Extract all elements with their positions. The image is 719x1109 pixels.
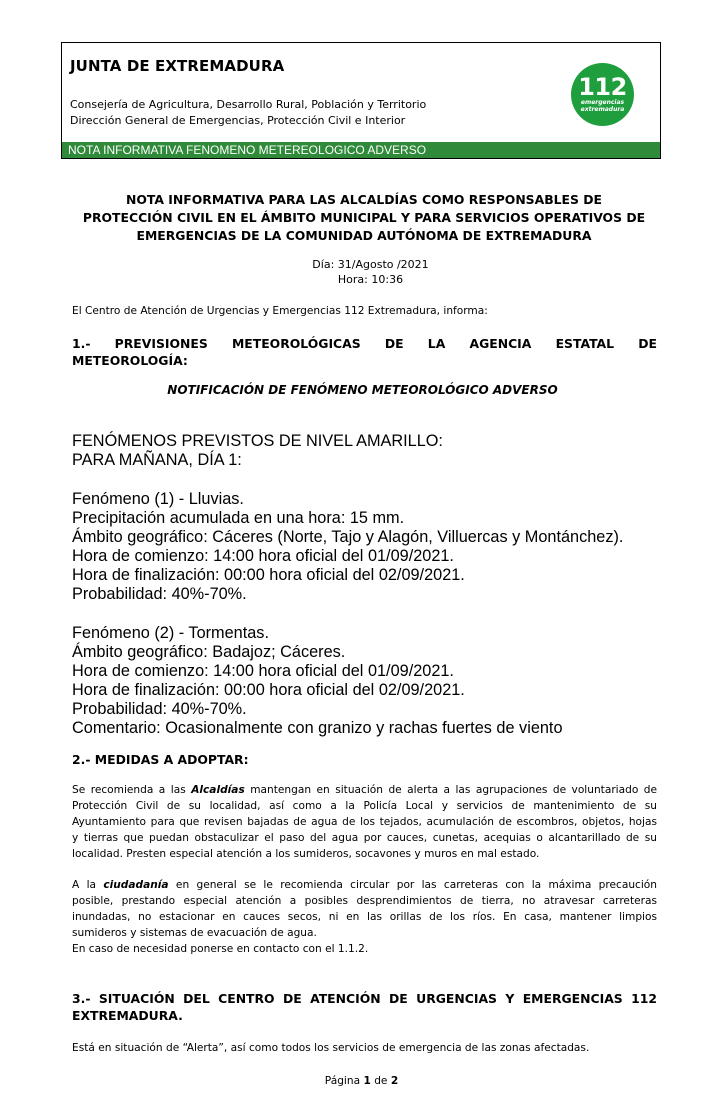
emphasis-ciudadania: ciudadanía: [103, 879, 169, 891]
paragraph-line: [72, 783, 657, 799]
document-title: [60, 191, 668, 245]
text-fragment: A la: [72, 879, 97, 891]
logo-tag-line2: extremadura: [580, 106, 625, 113]
phenomenon1-start: Hora de comienzo: 14:00 hora oficial del 01/09/2021.: [72, 547, 454, 565]
logo-tag-line1: emergencias: [580, 99, 625, 106]
section1-heading-line: 1.- PREVISIONES METEOROLÓGICAS DE LA AGENCIA ESTATAL DE: [72, 336, 657, 351]
of-word: de: [374, 1075, 388, 1087]
phenomenon2-start: Hora de comienzo: 14:00 hora oficial del 01/09/2021.: [72, 662, 454, 680]
notification-title: NOTIFICACIÓN DE FENÓMENO METEOROLÓGICO ADVERSO: [167, 383, 558, 397]
paragraph-line: posible, prestando especial atención a posibles desprendimientos de tierra, no atravesar carreteras: [72, 894, 657, 907]
contact-line: En caso de necesidad ponerse en contacto con el 1.1.2.: [72, 942, 369, 955]
section2-heading: 2.- MEDIDAS A ADOPTAR:: [72, 752, 249, 767]
paragraph-line: [72, 878, 657, 894]
section3-heading-line: 3.- SITUACIÓN DEL CENTRO DE ATENCIÓN DE URGENCIAS Y EMERGENCIAS 112: [72, 991, 657, 1006]
text-fragment: en general se le recomienda circular por las carreteras con la máxima precaución: [175, 879, 657, 891]
phenomenon1-title: Fenómeno (1) - Lluvias.: [72, 490, 244, 508]
org-department: Consejería de Agricultura, Desarrollo Rural, Población y Territorio: [70, 98, 427, 111]
section1-heading: [72, 335, 657, 369]
section3-text: Está en situación de “Alerta”, así como todos los servicios de emergencia de las zonas afectadas.: [72, 1042, 590, 1054]
paragraph-line: sumideros y sistemas de evacuación de agua.: [72, 926, 317, 939]
phenomenon1-area: Ámbito geográfico: Cáceres (Norte, Tajo y Alagón, Villuercas y Montánchez).: [72, 528, 624, 546]
phenomenon2-area: Ámbito geográfico: Badajoz; Cáceres.: [72, 643, 346, 661]
section1-heading-line: METEOROLOGÍA:: [72, 353, 188, 368]
paragraph-line: y tierras que puedan obstaculizar el paso del agua por cauces, cunetas, acequias o alcantarillado de su: [72, 831, 657, 844]
emergencias-112-logo: [571, 63, 634, 126]
section3-heading-line: EXTREMADURA.: [72, 1008, 183, 1023]
page-footer: [0, 1075, 719, 1087]
paragraph-line: localidad. Presten especial atención a los sumideros, socavones y muros en mal estado.: [72, 847, 540, 860]
phenomenon2-probability: Probabilidad: 40%-70%.: [72, 700, 247, 718]
title-line: NOTA INFORMATIVA PARA LAS ALCALDÍAS COMO RESPONSABLES DE: [126, 192, 602, 207]
document-header: [61, 42, 661, 159]
paragraph-line: Protección Civil de su localidad, así como a la Policía Local y servicios de mantenimiento de su: [72, 799, 657, 812]
banner-text: NOTA INFORMATIVA FENOMENO METEREOLOGICO ADVERSO: [68, 143, 427, 157]
phenomenon2-comment: Comentario: Ocasionalmente con granizo y rachas fuertes de viento: [72, 719, 563, 737]
page-current: 1: [363, 1075, 371, 1087]
page-word: Página: [324, 1075, 361, 1087]
day-heading: PARA MAÑANA, DÍA 1:: [72, 451, 242, 469]
org-directorate: Dirección General de Emergencias, Protección Civil e Interior: [70, 114, 406, 127]
phenomenon2-end: Hora de finalización: 00:00 hora oficial del 02/09/2021.: [72, 681, 465, 699]
title-line: PROTECCIÓN CIVIL EN EL ÁMBITO MUNICIPAL Y PARA SERVICIOS OPERATIVOS DE: [82, 210, 646, 225]
text-fragment: Se recomienda a las: [72, 784, 186, 796]
phenomenon1-probability: Probabilidad: 40%-70%.: [72, 585, 247, 603]
phenomenon1-end: Hora de finalización: 00:00 hora oficial del 02/09/2021.: [72, 566, 465, 584]
paragraph-line: Ayuntamiento para que revisen bajadas de agua de los tejados, acumulación de escombros, objetos, hojas: [72, 815, 657, 828]
emphasis-alcaldias: Alcaldías: [191, 784, 245, 796]
section3-heading: [72, 990, 657, 1024]
logo-number: 112: [578, 73, 627, 101]
intro-text: El Centro de Atención de Urgencias y Emergencias 112 Extremadura, informa:: [72, 305, 488, 317]
text-fragment: mantengan en situación de alerta a las agrupaciones de voluntariado de: [250, 784, 658, 796]
phenomenon1-precipitation: Precipitación acumulada en una hora: 15 mm.: [72, 509, 405, 527]
report-date: Día: 31/Agosto /2021: [312, 258, 429, 271]
banner-bar: [62, 142, 660, 158]
recommendation-alcaldias: [72, 783, 657, 863]
recommendation-ciudadania: [72, 878, 657, 958]
org-title: JUNTA DE EXTREMADURA: [70, 57, 285, 75]
paragraph-line: inundadas, no estacionar en cauces secos, ni en las orillas de los ríos. En casa, mantener limpios: [72, 910, 657, 923]
phenomenon2-title: Fenómeno (2) - Tormentas.: [72, 624, 269, 642]
page-total: 2: [390, 1075, 399, 1087]
title-line: EMERGENCIAS DE LA COMUNIDAD AUTÓNOMA DE EXTREMADURA: [136, 228, 592, 243]
level-heading: FENÓMENOS PREVISTOS DE NIVEL AMARILLO:: [72, 432, 443, 450]
report-time: Hora: 10:36: [337, 273, 404, 286]
